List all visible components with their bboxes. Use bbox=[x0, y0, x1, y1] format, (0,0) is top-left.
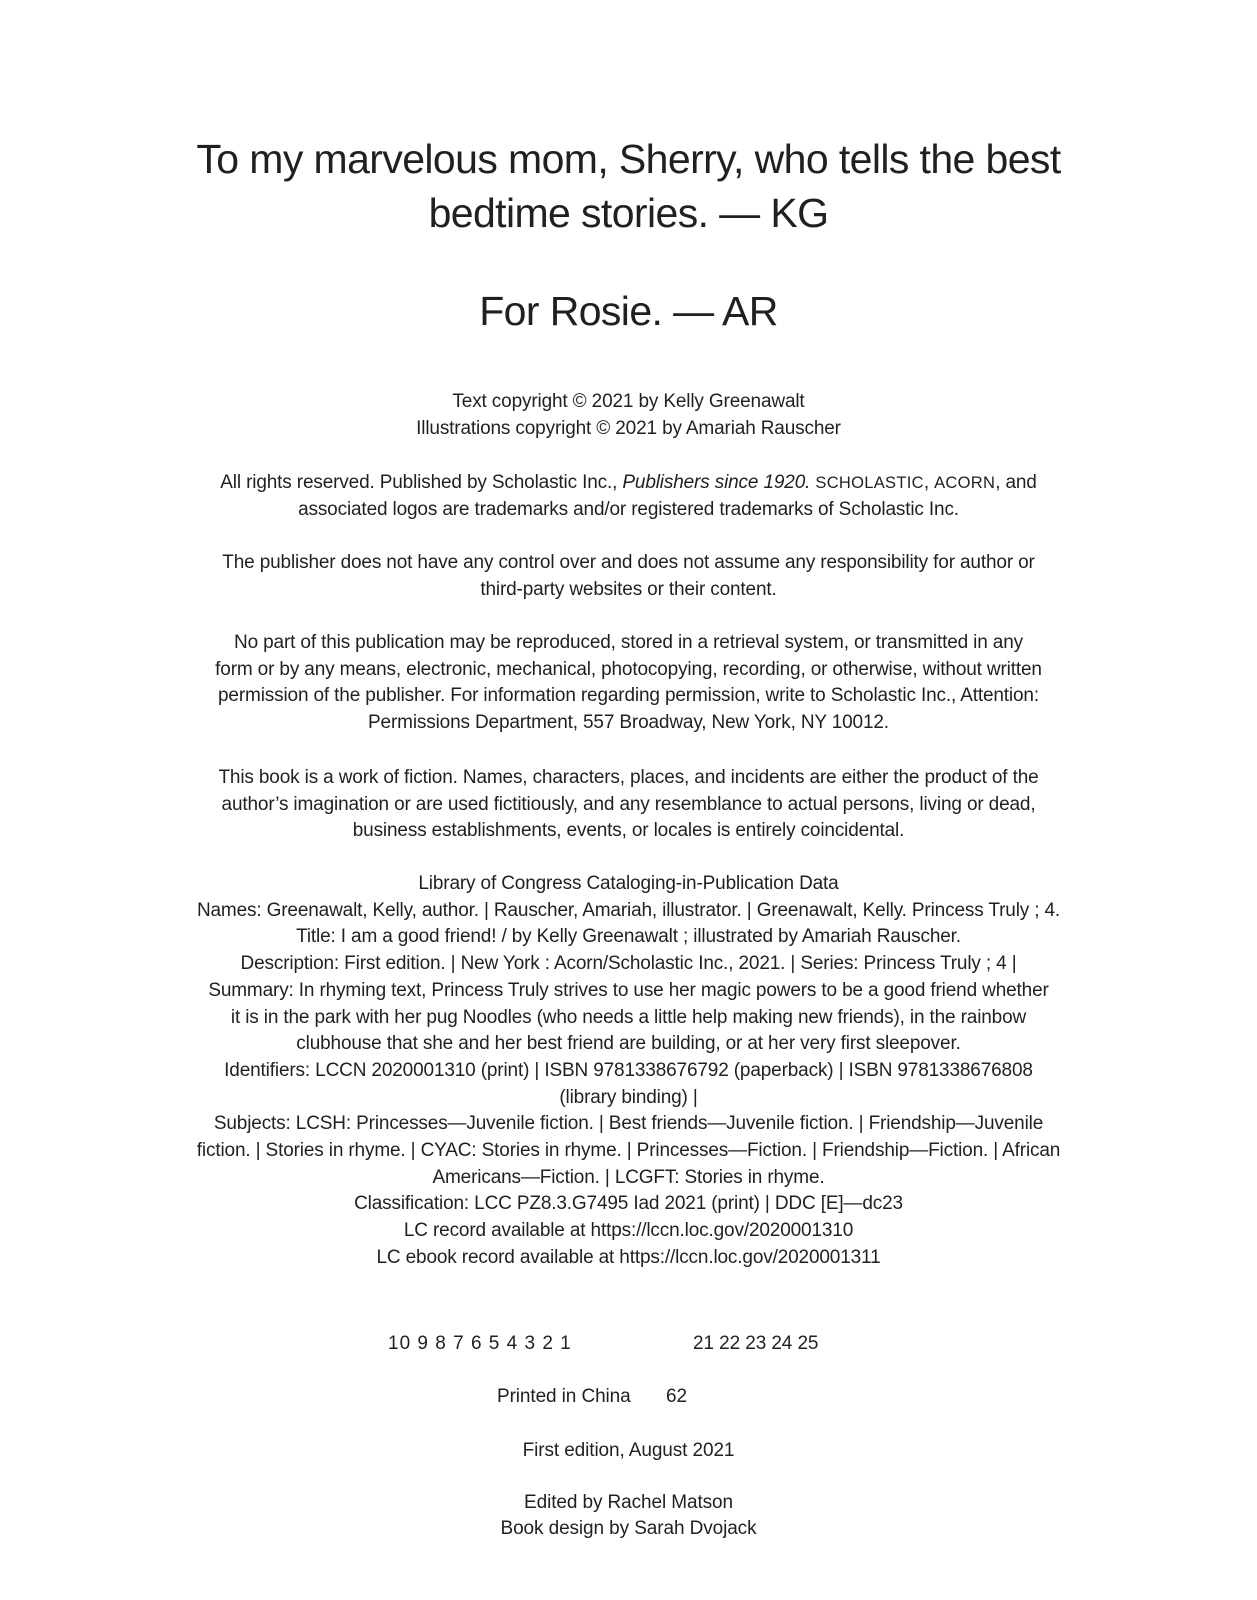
cip-line: Americans—Fiction. | LCGFT: Stories in rhyme. bbox=[432, 1166, 825, 1188]
notice-line: author’s imagination or are used fictitiously, and any resemblance to actual persons, living or dead, bbox=[221, 793, 1036, 815]
cip-line: LC ebook record available at https://lccn.loc.gov/2020001311 bbox=[376, 1246, 881, 1268]
rights-separator: , bbox=[923, 472, 935, 493]
illustrations-copyright: Illustrations copyright © 2021 by Amariah Rauscher bbox=[416, 417, 841, 439]
designer-credit: Book design by Sarah Dvojack bbox=[500, 1518, 757, 1539]
notice-line: third-party websites or their content. bbox=[480, 578, 777, 600]
edition-line: First edition, August 2021 bbox=[522, 1440, 735, 1461]
reproduction-notice bbox=[110, 630, 1147, 737]
dedication-line: To my marvelous mom, Sherry, who tells the best bbox=[196, 136, 1061, 182]
rights-line bbox=[110, 470, 1147, 497]
trademark-acorn: ACORN bbox=[934, 474, 996, 492]
cip-line: it is in the park with her pug Noodles (who needs a little help making new friends), in the rainbow bbox=[230, 1006, 1027, 1028]
cip-line: (library binding) | bbox=[559, 1086, 698, 1108]
dedication-ar: For Rosie. — AR bbox=[479, 288, 778, 334]
fiction-notice bbox=[110, 765, 1147, 845]
notice-line: permission of the publisher. For information regarding permission, write to Scholastic Inc., Attention: bbox=[218, 685, 1039, 707]
cip-line: Identifiers: LCCN 2020001310 (print) | ISBN 9781338676792 (paperback) | ISBN 9781338676808 bbox=[224, 1059, 1033, 1081]
cip-line: Subjects: LCSH: Princesses—Juvenile fiction. | Best friends—Juvenile fiction. | Friendship—Juvenile bbox=[213, 1113, 1044, 1135]
printed-in: Printed in China bbox=[497, 1386, 631, 1407]
cip-line: Names: Greenawalt, Kelly, author. | Rauscher, Amariah, illustrator. | Greenawalt, Kelly. Princess Truly ; 4. bbox=[196, 899, 1061, 921]
dedication-line: bedtime stories. — KG bbox=[428, 190, 829, 236]
rights-end: , and bbox=[995, 472, 1037, 493]
notice-line: The publisher does not have any control over and does not assume any responsibility for author or bbox=[222, 552, 1035, 573]
cip-line: fiction. | Stories in rhyme. | CYAC: Stories in rhyme. | Princesses—Fiction. | Friendship—Fiction. | African bbox=[196, 1140, 1061, 1162]
notice-line: Permissions Department, 557 Broadway, New York, NY 10012. bbox=[368, 712, 889, 734]
cip-line: Title: I am a good friend! / by Kelly Greenawalt ; illustrated by Amariah Rauscher. bbox=[296, 926, 961, 948]
text-copyright: Text copyright © 2021 by Kelly Greenawalt bbox=[452, 391, 805, 412]
notice-line: form or by any means, electronic, mechanical, photocopying, recording, or otherwise, without written bbox=[215, 658, 1042, 680]
printing-number-line: 10 9 8 7 6 5 4 3 2 1 bbox=[388, 1333, 572, 1354]
notice-line: business establishments, events, or locales is entirely coincidental. bbox=[352, 820, 905, 842]
cip-line: clubhouse that she and her best friend are building, or at her very first sleepover. bbox=[296, 1033, 961, 1055]
printer-code: 62 bbox=[666, 1386, 687, 1407]
rights-block bbox=[110, 470, 1147, 523]
cip-line: Summary: In rhyming text, Princess Truly strives to use her magic powers to be a good friend whether bbox=[208, 979, 1049, 1001]
dedication-kg bbox=[100, 132, 1157, 240]
rights-line: associated logos are trademarks and/or registered trademarks of Scholastic Inc. bbox=[298, 498, 959, 520]
cip-line: Classification: LCC PZ8.3.G7495 Iad 2021 (print) | DDC [E]—dc23 bbox=[354, 1193, 903, 1215]
cip-line: Library of Congress Cataloging-in-Publication Data bbox=[418, 873, 839, 894]
printing-years: 21 22 23 24 25 bbox=[693, 1333, 819, 1354]
trademark-scholastic: SCHOLASTIC bbox=[815, 474, 924, 492]
notice-line: No part of this publication may be reproduced, stored in a retrieval system, or transmitted in any bbox=[234, 632, 1023, 653]
cip-data bbox=[110, 871, 1147, 1272]
copyright-block bbox=[110, 389, 1147, 442]
cip-line: Description: First edition. | New York : Acorn/Scholastic Inc., 2021. | Series: Princess Truly ; 4 | bbox=[240, 953, 1017, 975]
editor-credit: Edited by Rachel Matson bbox=[524, 1492, 733, 1513]
publisher-notice bbox=[110, 550, 1147, 603]
notice-line: This book is a work of fiction. Names, characters, places, and incidents are either the product of the bbox=[218, 767, 1039, 788]
rights-text: All rights reserved. Published by Scholastic Inc., bbox=[220, 472, 623, 493]
cip-line: LC record available at https://lccn.loc.gov/2020001310 bbox=[403, 1220, 854, 1242]
publishers-since: Publishers since 1920. bbox=[622, 472, 811, 493]
